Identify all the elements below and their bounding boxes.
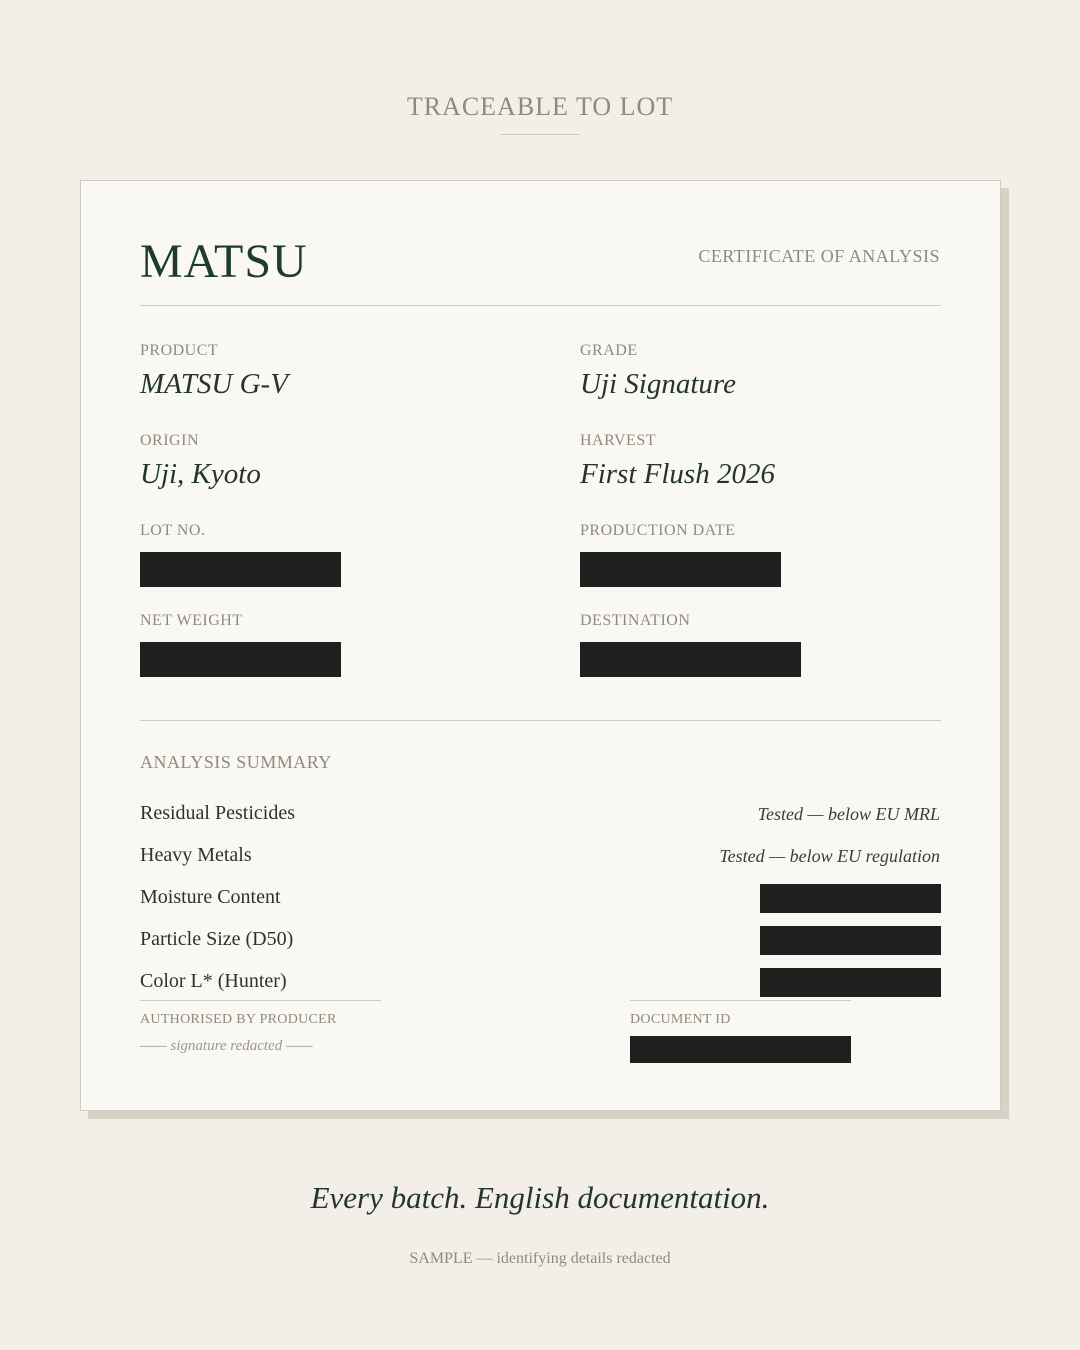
origin-label: ORIGIN <box>140 432 199 449</box>
color-redaction <box>760 968 941 997</box>
document-id-label: DOCUMENT ID <box>630 1012 731 1027</box>
analysis-row-label: Particle Size (D50) <box>140 928 294 950</box>
destination-redaction <box>580 642 801 677</box>
destination-label: DESTINATION <box>580 612 691 629</box>
signature-redacted-text: —— signature redacted —— <box>140 1038 313 1054</box>
net-weight-label: NET WEIGHT <box>140 612 243 629</box>
document-id-redaction <box>630 1036 851 1063</box>
lot-no-redaction <box>140 552 341 587</box>
harvest-label: HARVEST <box>580 432 656 449</box>
footer-note: SAMPLE — identifying details redacted <box>409 1250 671 1267</box>
analysis-summary-title: ANALYSIS SUMMARY <box>140 752 332 772</box>
net-weight-redaction <box>140 642 341 677</box>
moisture-content-redaction <box>760 884 941 913</box>
certificate-title: CERTIFICATE OF ANALYSIS <box>698 246 940 266</box>
product-label: PRODUCT <box>140 342 219 359</box>
production-date-label: PRODUCTION DATE <box>580 522 736 539</box>
top-divider <box>500 134 580 135</box>
grade-label: GRADE <box>580 342 638 359</box>
header-divider <box>140 305 941 306</box>
signature-line <box>140 1000 381 1001</box>
fields-divider <box>140 720 941 721</box>
analysis-row-label: Heavy Metals <box>140 844 252 866</box>
origin-value: Uji, Kyoto <box>140 458 261 490</box>
analysis-row-label: Moisture Content <box>140 886 281 908</box>
production-date-redaction <box>580 552 781 587</box>
authorised-label: AUTHORISED BY PRODUCER <box>140 1012 337 1027</box>
lot-no-label: LOT NO. <box>140 522 206 539</box>
analysis-row-label: Residual Pesticides <box>140 802 295 824</box>
analysis-row-label: Color L* (Hunter) <box>140 970 287 992</box>
analysis-row-value: Tested — below EU MRL <box>757 804 940 824</box>
particle-size-redaction <box>760 926 941 955</box>
harvest-value: First Flush 2026 <box>580 458 775 490</box>
document-id-line <box>630 1000 851 1001</box>
top-tagline: TRACEABLE TO LOT <box>406 92 674 121</box>
grade-value: Uji Signature <box>580 368 737 400</box>
footer-tagline: Every batch. English documentation. <box>310 1180 770 1215</box>
analysis-row-value: Tested — below EU regulation <box>719 846 940 866</box>
brand-logo-text: MATSU <box>140 235 308 288</box>
product-value: MATSU G-V <box>140 368 288 400</box>
